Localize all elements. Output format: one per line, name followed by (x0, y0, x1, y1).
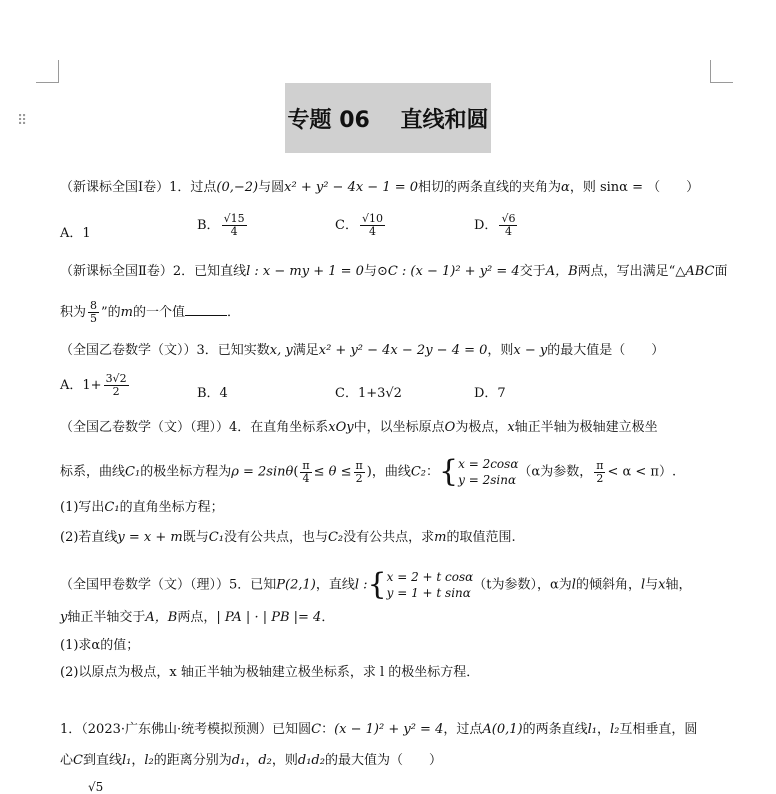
q1-option-b: B． $\frac{√15}{4}$ (197, 212, 245, 238)
question-5-sub1: (1)求α的值； (60, 638, 140, 653)
q1-circle: x² + y² − 4x − 1 = 0 (284, 180, 419, 195)
q1-option-a: A．1 (60, 226, 91, 241)
q1-point: (0,−2) (216, 180, 259, 195)
q1-option-d: D． $\frac{√6}{4}$ (474, 212, 516, 238)
q1-end: ，则 sinα = （ ） (569, 180, 700, 195)
question-3: （全国乙卷数学（文））3．已知实数x, y满足x² + y² − 4x − 2y − 4 = 0，则x − y的最大值是（ ） (60, 343, 665, 358)
page-title: 专题 06 直线和圆 (287, 107, 489, 133)
drag-handle-icon[interactable]: ⠿ (17, 113, 26, 129)
question-1 (60, 178, 699, 198)
q1-tail: 相切的两条直线的夹角为 (418, 180, 562, 195)
q3-option-d: D．7 (474, 386, 506, 401)
q1-mid: 与圆 (258, 180, 285, 195)
question-5: （全国甲卷数学（文）（理））5．已知P(2,1)，直线l :{ x = 2 + t cosα y = 1 + t sinα （t为参数），α为l的倾斜角，l与x轴， (60, 567, 692, 602)
q3-option-a: A．1+ $\frac{3√2}{2}$ (60, 372, 127, 398)
question-4-sub1: (1)写出C₁的直角坐标方程； (60, 500, 224, 515)
question-4-sub2: (2)若直线y = x + m既与C₁没有公共点，也与C₂没有公共点，求m的取值范围. (60, 530, 516, 545)
title-box (285, 83, 491, 153)
exercise-1-cont: 心C到直线l₁，l₂的距离分别为d₁，d₂，则d₁d₂的最大值为（ ） (60, 753, 442, 768)
page-corner-mark-top-left (36, 60, 59, 83)
question-4-cont: 标系，曲线C₁的极坐标方程为ρ = 2sinθ( $\frac{\pi}{4}$ ≤ θ ≤ $\frac{\pi}{2}$ )，曲线C₂：{ x = 2cosα y = 2sinα （α为参数， $\frac{\pi}{2}$ < α < π）. (60, 454, 677, 489)
page-corner-mark-top-right (710, 60, 733, 83)
q3-option-c: C．1+3√2 (335, 386, 402, 401)
question-2: （新课标全国Ⅱ卷）2．已知直线l : x − my + 1 = 0与⊙C : (x − 1)² + y² = 4交于A，B两点，写出满足“△ABC面 (60, 264, 728, 279)
question-4: （全国乙卷数学（文）（理））4．在直角坐标系xOy中，以坐标原点O为极点，x轴正半轴为极轴建立极坐 (60, 420, 658, 435)
q3-option-b: B．4 (197, 386, 228, 401)
question-2-cont: 积为 $\frac{8}{5}$ ”的m的一个值 ． (60, 299, 241, 325)
question-5-cont: y轴正半轴交于A，B两点，| PA | · | PB |= 4． (60, 610, 335, 625)
answer-blank[interactable] (185, 303, 227, 316)
q1-source: （新课标全国Ⅰ卷）1．过点 (60, 180, 217, 195)
exercise-1-partial: √5 (88, 780, 104, 794)
q1-option-c: C． $\frac{√10}{4}$ (335, 212, 383, 238)
question-5-sub2: (2)以原点为极点，x 轴正半轴为极轴建立极坐标系，求 l 的极坐标方程． (60, 665, 480, 680)
q1-alpha: α (561, 180, 570, 195)
exercise-1: 1．（2023·广东佛山·统考模拟预测）已知圆C：(x − 1)² + y² = 4，过点A(0,1)的两条直线l₁，l₂互相垂直，圆 (60, 722, 698, 737)
